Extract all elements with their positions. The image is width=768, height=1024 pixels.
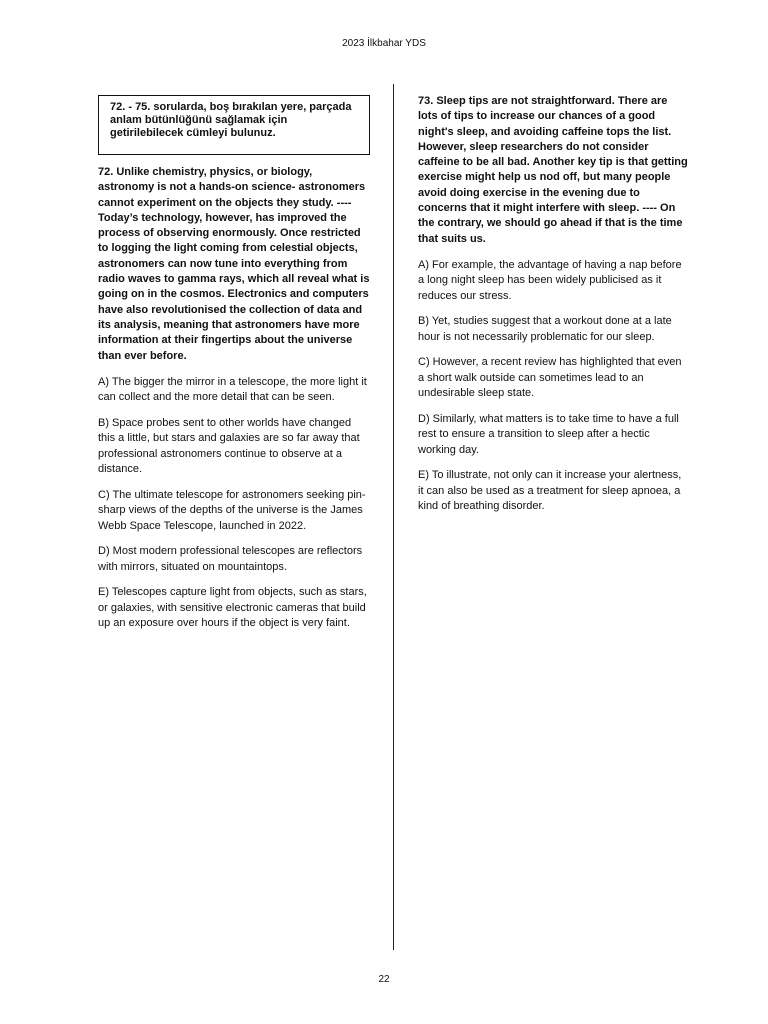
question-72-stem: 72. Unlike chemistry, physics, or biology, astronomy is not a hands-on science- astronomers cannot experiment on the objects they study. ---- Today’s technology, however, has improved the process of observing enormously. Once restricted to logging the light coming from celestial objects, astronomers can now tune into everything from radio waves to gamma rays, which all reveal what is going on in the cosmos. Electronics and computers have also revolutionised the collection of data and its analysis, meaning that astronomers have more information at their fingertips about the universe than ever before. [98, 166, 370, 362]
question-72-option-c: C) The ultimate telescope for astronomers seeking pin-sharp views of the depths of the universe is the James Webb Space Telescope, launched in 2022. [98, 488, 366, 532]
question-72-option-e: E) Telescopes capture light from objects, such as stars, or galaxies, with sensitive electronic cameras that build up an exposure over hours if the object is very faint. [98, 586, 367, 630]
question-72-option-d: D) Most modern professional telescopes are reflectors with mirrors, situated on mountaintops. [98, 545, 363, 573]
instruction-text: 72. - 75. sorularda, boş bırakılan yere, parçada anlam bütünlüğünü sağlamak için getirilebilecek cümleyi bulunuz. [110, 101, 352, 139]
page-number: 22 [378, 974, 390, 985]
question-72-option-b: B) Space probes sent to other worlds have changed this a little, but stars and galaxies are so far away that professional astronomers continue to observe at a distance. [98, 416, 360, 476]
question-73-option-c: C) However, a recent review has highlighted that even a short walk outside can sometimes lead to an undesirable sleep state. [418, 356, 682, 400]
question-72-option-a: A) The bigger the mirror in a telescope, the more light it can collect and the more detail that can be seen. [98, 375, 367, 404]
right-column [418, 94, 688, 525]
column-divider [393, 84, 394, 950]
page-header: 2023 İlkbahar YDS [342, 38, 426, 49]
instruction-box [98, 95, 370, 155]
left-column [98, 95, 370, 642]
question-73-option-b: B) Yet, studies suggest that a workout done at a late hour is not necessarily problematic for our sleep. [418, 315, 672, 343]
question-73-option-d: D) Similarly, what matters is to take time to have a full rest to ensure a transition to sleep after a hectic working day. [418, 412, 679, 456]
question-73-option-a: A) For example, the advantage of having a nap before a long night sleep has been widely publicised as it reduces our stress. [418, 258, 682, 302]
question-73-stem: 73. Sleep tips are not straightforward. There are lots of tips to increase our chances of a good night's sleep, and avoiding caffeine tops the list. However, sleep researchers do not consider caffeine to be all bad. Another key tip is that getting exercise might help us nod off, but many people avoid doing exercise in the evening due to concerns that it might interfere with sleep. ---- On the contrary, we should go ahead if that is the time that suits us. [418, 95, 688, 245]
question-73-option-e: E) To illustrate, not only can it increase your alertness, it can also be used as a treatment for sleep apnoea, a kind of breathing disorder. [418, 469, 682, 513]
